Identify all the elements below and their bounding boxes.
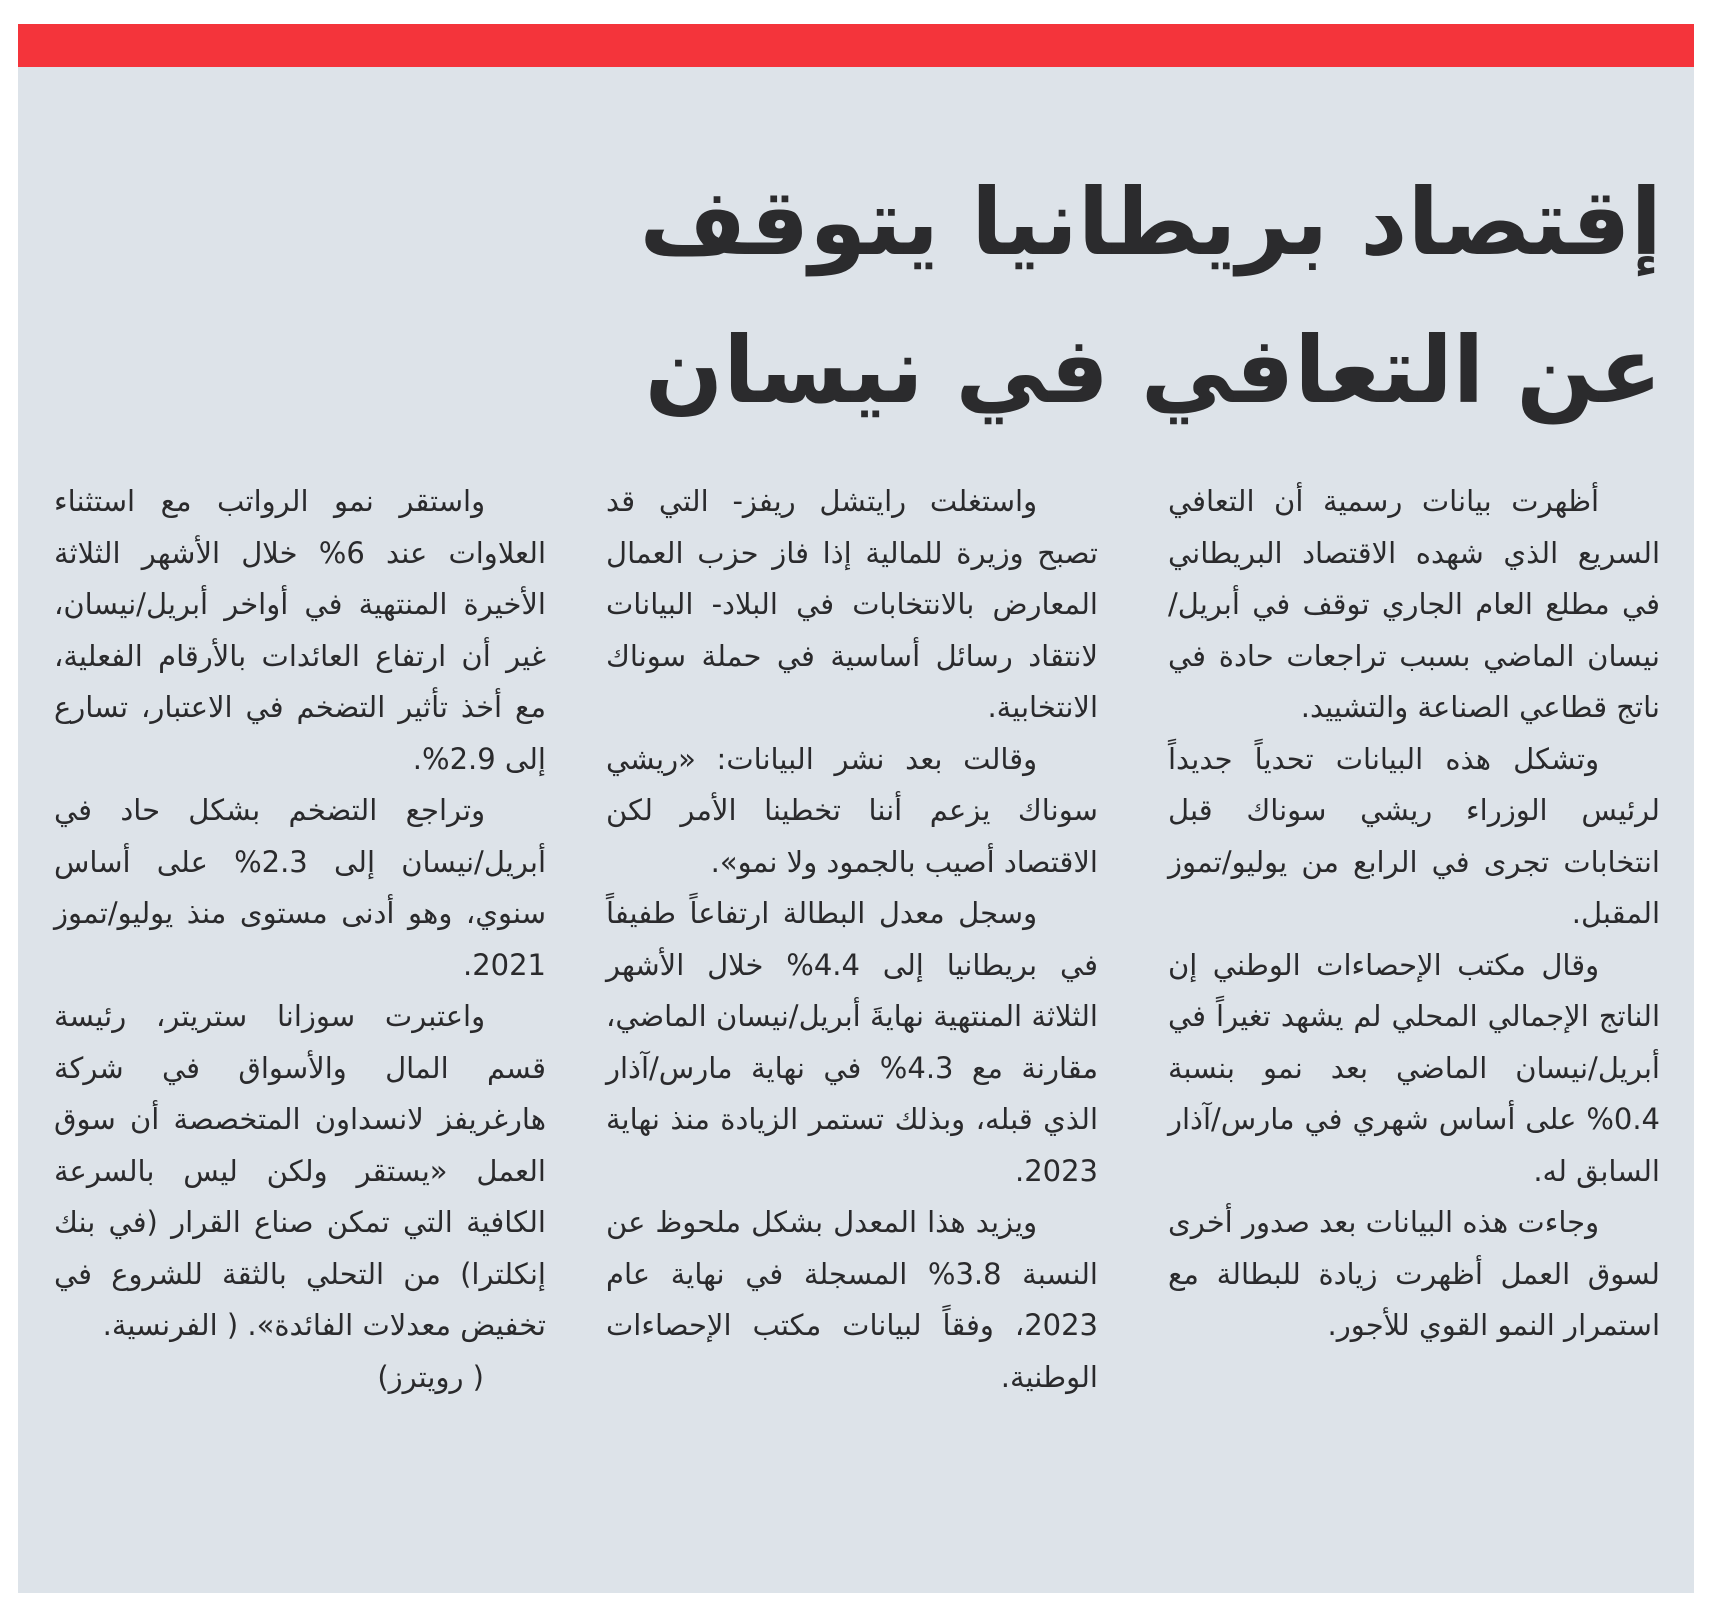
article-column-right: [1168, 476, 1660, 1352]
paragraph: وتراجع التضخم بشكل حاد في أبريل/نيسان إلى 2.3% على أساس سنوي، وهو أدنى مستوى منذ يوليو/تموز 2021.: [54, 793, 546, 982]
source-credit: ( رويترز): [377, 1359, 484, 1394]
paragraph: أظهرت بيانات رسمية أن التعافي السريع الذي شهده الاقتصاد البريطاني في مطلع العام الجاري توقف في أبريل/ نيسان الماضي بسبب تراجعات حادة في ناتج قطاعي الصناعة والتشييد.: [1168, 484, 1660, 724]
paragraph: وجاءت هذه البيانات بعد صدور أخرى لسوق العمل أظهرت زيادة للبطالة مع استمرار النمو القوي للأجور.: [1168, 1205, 1660, 1342]
article-panel: [18, 24, 1694, 1593]
article-headline: [512, 149, 1662, 445]
paragraph: وقالت بعد نشر البيانات: «ريشي سوناك يزعم أننا تخطينا الأمر لكن الاقتصاد أصيب بالجمود ولا نمو».: [606, 741, 1098, 879]
paragraph: وتشكل هذه البيانات تحدياً جديداً لرئيس الوزراء ريشي سوناك قبل انتخابات تجرى في الرابع من يوليو/تموز المقبل.: [1168, 741, 1660, 930]
headline-line-2: عن التعافي في نيسان: [644, 317, 1662, 424]
paragraph: ويزيد هذا المعدل بشكل ملحوظ عن النسبة 3.8% المسجلة في نهاية عام 2023، وفقاً لبيانات مكتب الإحصاءات الوطنية.: [606, 1205, 1098, 1394]
accent-bar: [18, 24, 1694, 67]
article-column-left: [54, 476, 546, 1403]
paragraph: واستقر نمو الرواتب مع استثناء العلاوات عند 6% خلال الأشهر الثلاثة الأخيرة المنتهية في أواخر أبريل/نيسان، غير أن ارتفاع العائدات بالأرقام الفعلية، مع أخذ تأثير التضخم في الاعتبار، تسارع إلى 2.9%.: [54, 484, 547, 776]
paragraph: وسجل معدل البطالة ارتفاعاً طفيفاً في بريطانيا إلى 4.4% خلال الأشهر الثلاثة المنتهية نهايةَ أبريل/نيسان الماضي، مقارنة مع 4.3% في نهاية مارس/آذار الذي قبله، وبذلك تستمر الزيادة منذ نهاية 2023.: [606, 896, 1098, 1188]
article-column-middle: [606, 476, 1098, 1403]
paragraph: وقال مكتب الإحصاءات الوطني إن الناتج الإجمالي المحلي لم يشهد تغيراً في أبريل/نيسان الماضي بعد نمو بنسبة 0.4% على أساس شهري في مارس/آذار السابق له.: [1168, 947, 1660, 1188]
paragraph: واعتبرت سوزانا ستريتر، رئيسة قسم المال والأسواق في شركة هارغريفز لانسداون المتخصصة أن سوق العمل «يستقر ولكن ليس بالسرعة الكافية التي تمكن صناع القرار (في بنك إنكلترا) من التحلي بالثقة للشروع في تخفيض معدلات الفائدة». ( الفرنسية.: [54, 999, 546, 1342]
headline-line-1: إقتصاد بريطانيا يتوقف: [639, 169, 1662, 276]
paragraph: واستغلت رايتشل ريفز- التي قد تصبح وزيرة للمالية إذا فاز حزب العمال المعارض بالانتخابات في البلاد- البيانات لانتقاد رسائل أساسية في حملة سوناك الانتخابية.: [606, 484, 1098, 724]
